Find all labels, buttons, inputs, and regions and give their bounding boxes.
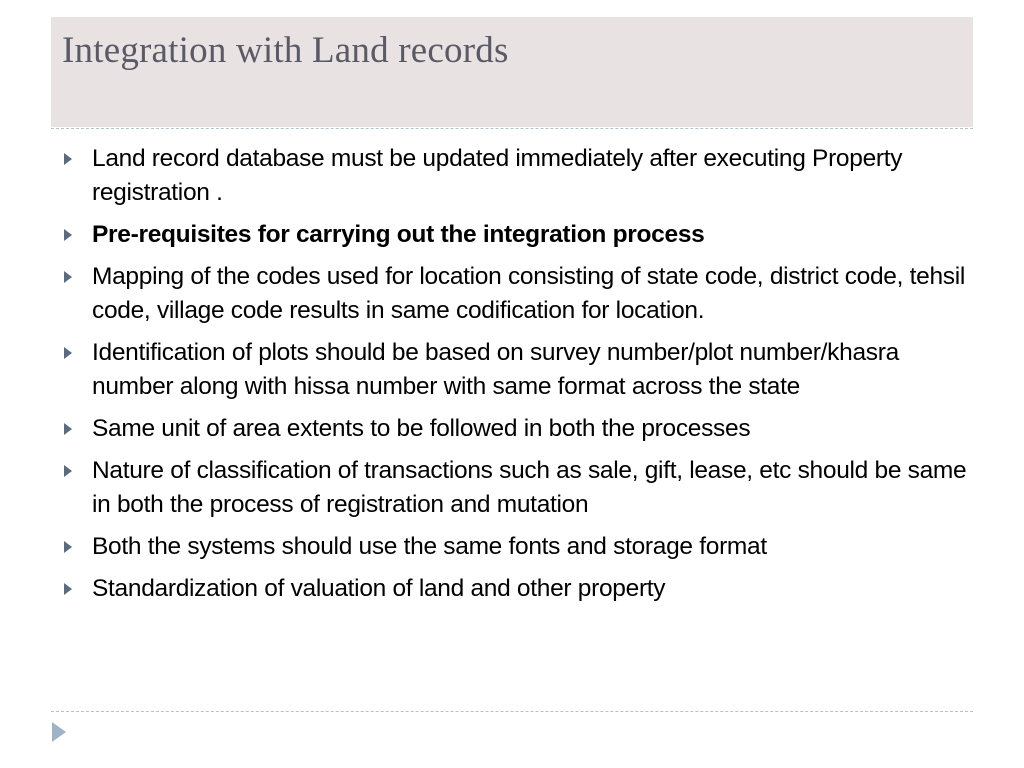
bullet-text: Land record database must be updated immediately after executing Property registration . [92, 145, 903, 206]
bullet-text: Standardization of valuation of land and other property [92, 575, 666, 602]
bullet-item [62, 260, 967, 328]
title-band [51, 17, 973, 127]
triangle-right-icon [64, 229, 72, 241]
title-divider [51, 128, 973, 129]
triangle-right-icon [64, 465, 72, 477]
bullet-item-heading [62, 218, 967, 252]
triangle-right-icon [64, 423, 72, 435]
bullet-text: Nature of classification of transactions such as sale, gift, lease, etc should be same in both the process of registration and mutation [92, 457, 967, 518]
triangle-right-icon [64, 271, 72, 283]
triangle-right-icon [64, 541, 72, 553]
bullet-item [62, 530, 967, 564]
bullet-text: Mapping of the codes used for location consisting of state code, district code, tehsil code, village code results in same codification for location. [92, 263, 966, 324]
bullet-item [62, 412, 967, 446]
slide-title: Integration with Land records [62, 30, 509, 71]
triangle-right-icon [64, 153, 72, 165]
bullet-list [62, 142, 967, 614]
bullet-item [62, 454, 967, 522]
triangle-right-icon [64, 347, 72, 359]
bullet-text: Same unit of area extents to be followed in both the processes [92, 415, 751, 442]
play-triangle-icon[interactable] [52, 722, 66, 742]
bullet-item [62, 142, 967, 210]
footer-divider [51, 711, 973, 712]
bullet-text: Pre-requisites for carrying out the integration process [92, 221, 705, 248]
bullet-text: Both the systems should use the same fonts and storage format [92, 533, 767, 560]
bullet-item [62, 336, 967, 404]
bullet-item [62, 572, 967, 606]
bullet-text: Identification of plots should be based on survey number/plot number/khasra number along with hissa number with same format across the state [92, 339, 899, 400]
triangle-right-icon [64, 583, 72, 595]
